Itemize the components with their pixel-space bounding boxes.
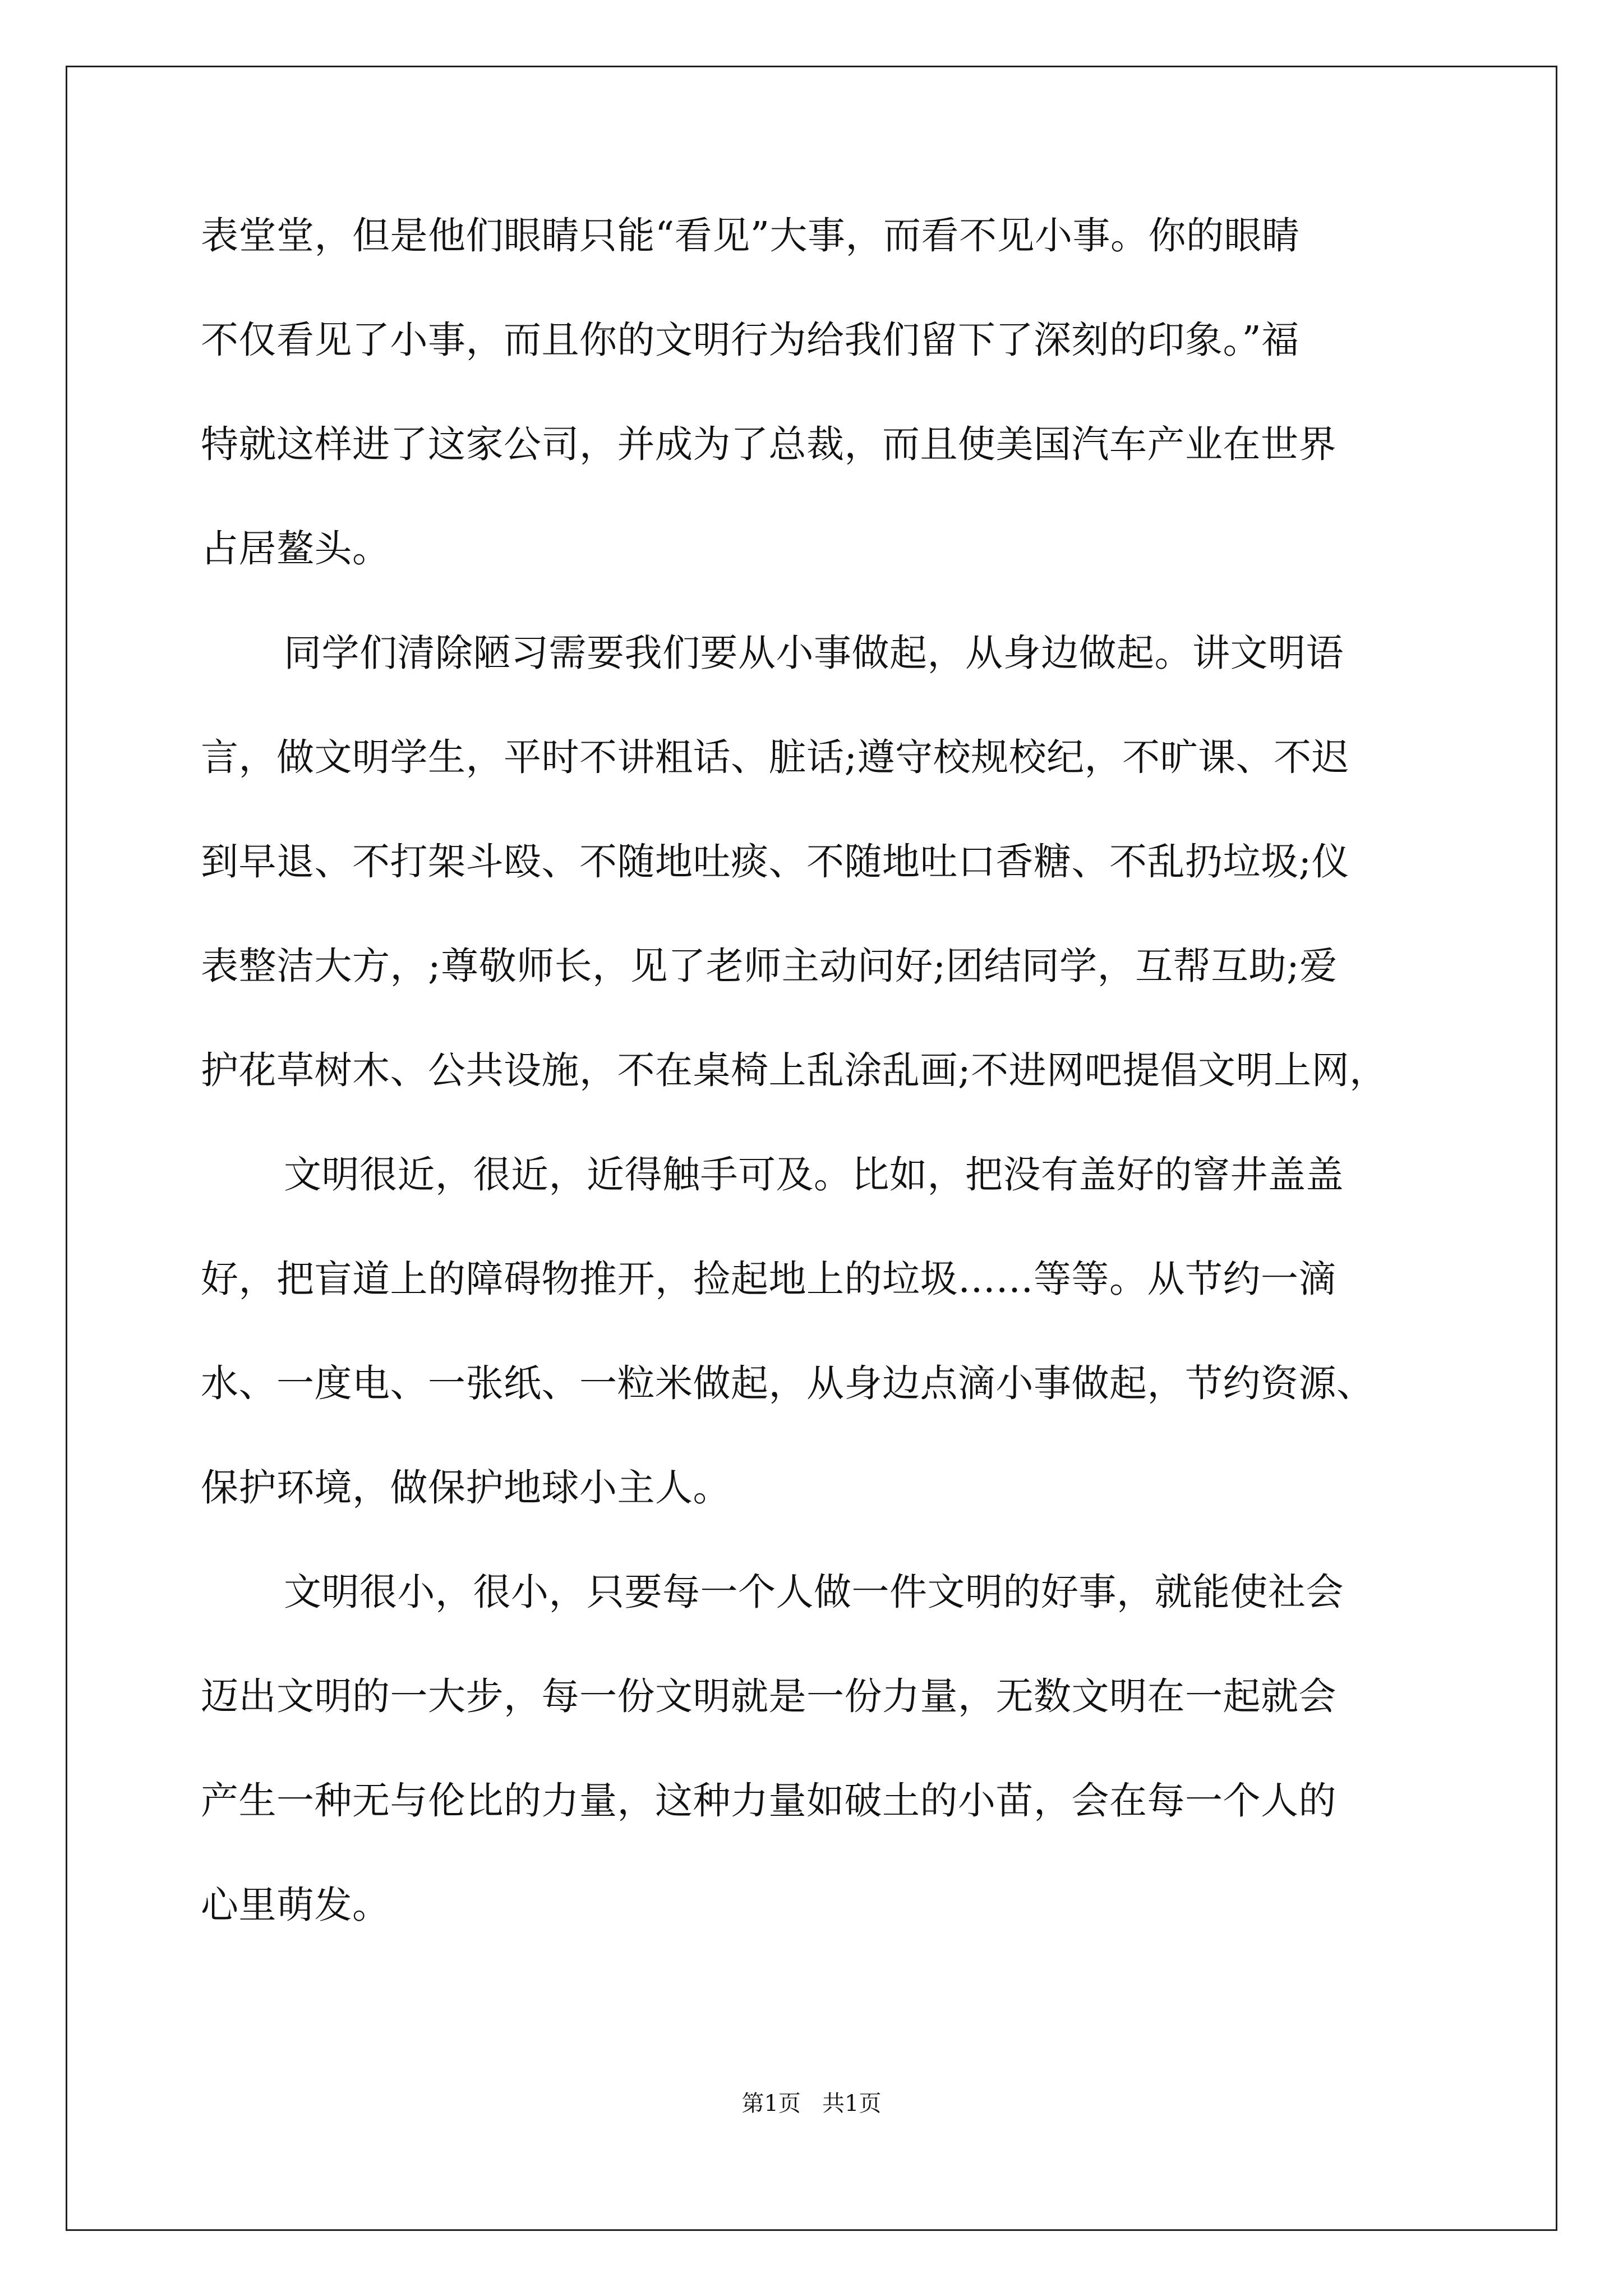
text-line: 好，把盲道上的障碍物推开，捡起地上的垃圾……等等。从节约一滴: [201, 1257, 1336, 1301]
text-line: 产生一种无与伦比的力量，这种力量如破土的小苗，会在每一个人的: [201, 1779, 1336, 1823]
text-line: 心里萌发。: [201, 1883, 390, 1927]
text-line: 护花草树木、公共设施，不在桌椅上乱涂乱画;不进网吧提倡文明上网，: [201, 1048, 1387, 1092]
document-body: [201, 214, 1435, 1993]
text-line: 保护环境，做保护地球小主人。: [201, 1466, 731, 1510]
text-line: 表堂堂，但是他们眼睛只能“看见”大事，而看不见小事。你的眼睛: [201, 214, 1300, 257]
paragraph-first-line: 文明很小，很小，只要每一个人做一件文明的好事，就能使社会: [284, 1570, 1344, 1614]
page-footer: 第1页 共1页: [741, 2091, 882, 2116]
text-line: 言，做文明学生，平时不讲粗话、脏话;遵守校规校纪，不旷课、不迟: [201, 735, 1350, 779]
text-line: 水、一度电、一张纸、一粒米做起，从身边点滴小事做起，节约资源、: [201, 1361, 1375, 1405]
text-line: 占居鳌头。: [201, 527, 390, 570]
paragraph-first-line: 文明很近，很近，近得触手可及。比如，把没有盖好的窨井盖盖: [284, 1153, 1344, 1197]
text-line: 特就这样进了这家公司，并成为了总裁，而且使美国汽车产业在世界: [201, 422, 1336, 466]
paragraph-first-line: 同学们清除陋习需要我们要从小事做起，从身边做起。讲文明语: [284, 631, 1344, 675]
text-line: 到早退、不打架斗殴、不随地吐痰、不随地吐口香糖、不乱扔垃圾;仪: [201, 840, 1350, 884]
text-line: 不仅看见了小事，而且你的文明行为给我们留下了深刻的印象。”福: [201, 318, 1299, 362]
text-line: 迈出文明的一大步，每一份文明就是一份力量，无数文明在一起就会: [201, 1674, 1336, 1718]
text-line: 表整洁大方，;尊敬师长，见了老师主动问好;团结同学，互帮互助;爱: [201, 944, 1338, 988]
